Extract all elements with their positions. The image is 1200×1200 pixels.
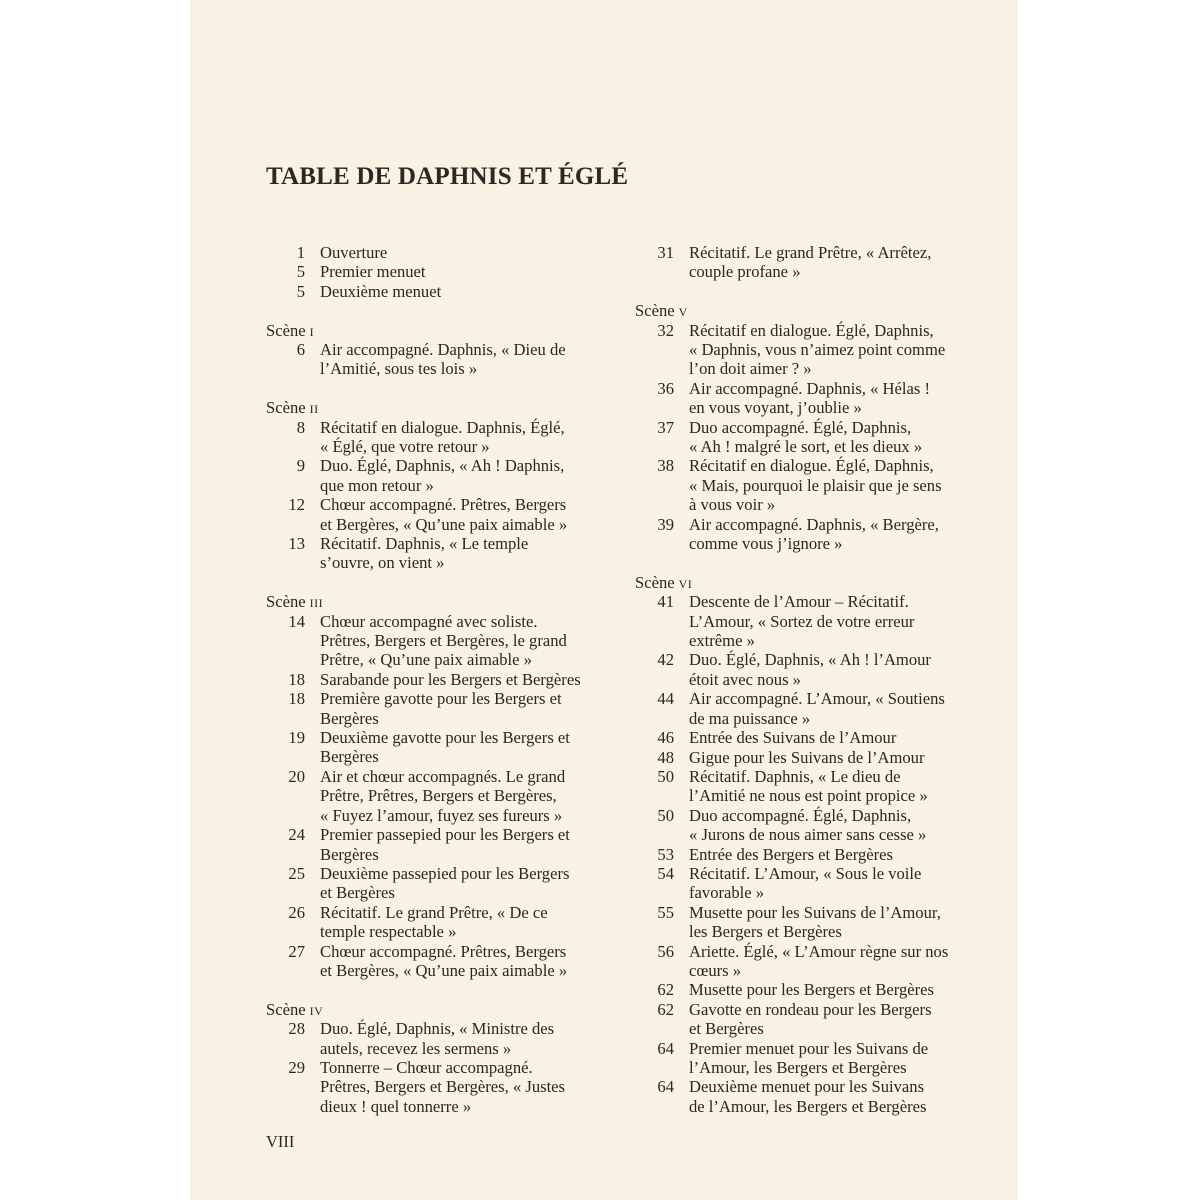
entry-text-line: Tonnerre – Chœur accompagné. xyxy=(320,1057,533,1077)
scene-heading xyxy=(635,573,975,592)
page-ref-number: 55 xyxy=(657,902,674,922)
page-ref-number: 19 xyxy=(288,728,305,748)
entry-text-line: et Bergères, « Qu’une paix aimable » xyxy=(320,960,568,980)
page-ref-number: 5 xyxy=(296,281,305,301)
page-ref-number: 31 xyxy=(657,243,674,262)
entry-text-line: Prêtre, Prêtres, Bergers et Bergères, xyxy=(320,786,557,806)
entry-text-line: Récitatif. Daphnis, « Le temple xyxy=(320,534,529,554)
entry-text-line: l’on doit aimer ? » xyxy=(689,359,812,379)
entry-text-line: couple profane » xyxy=(689,262,801,282)
toc-entry xyxy=(266,903,606,942)
entry-text-line: extrême » xyxy=(689,631,755,651)
page-ref-number: 62 xyxy=(657,980,674,1000)
page-title: TABLE DE DAPHNIS ET ÉGLÉ xyxy=(266,163,629,190)
entry-text-line: Duo accompagné. Églé, Daphnis, xyxy=(689,417,912,437)
toc-entry xyxy=(635,728,975,747)
scene-label: Scène xyxy=(266,320,306,340)
entry-text-line: favorable » xyxy=(689,883,765,903)
scene-heading xyxy=(266,1000,606,1019)
entry-text-line: l’Amitié ne nous est point propice » xyxy=(689,786,928,806)
entry-text-line: Air accompagné. Daphnis, « Hélas ! xyxy=(689,378,930,398)
scene-number: IV xyxy=(309,1003,324,1018)
entry-text-line: « Jurons de nous aimer sans cesse » xyxy=(689,825,927,845)
section-gap xyxy=(266,573,606,592)
page-ref-number: 36 xyxy=(657,378,674,398)
entry-text-line: à vous voir » xyxy=(689,495,776,515)
toc-entry xyxy=(635,592,975,650)
page-ref-number: 46 xyxy=(657,728,674,748)
entry-text-line: cœurs » xyxy=(689,960,742,980)
toc-entry xyxy=(266,456,606,495)
page-ref-number: 18 xyxy=(288,669,305,689)
toc-entry xyxy=(635,243,975,282)
entry-text-line: que mon retour » xyxy=(320,475,434,495)
page-ref-number: 54 xyxy=(657,863,674,883)
entry-text-line: Premier menuet pour les Suivans de xyxy=(689,1038,929,1058)
page-ref-number: 29 xyxy=(288,1057,305,1077)
entry-text-line: Premier menuet xyxy=(320,262,426,282)
entry-text-line: Duo. Églé, Daphnis, « Ah ! l’Amour xyxy=(689,650,931,670)
toc-entry xyxy=(266,262,606,281)
entry-text-line: les Bergers et Bergères xyxy=(689,922,842,942)
entry-text-line: « Mais, pourquoi le plaisir que je sens xyxy=(689,475,942,495)
entry-text-line: de l’Amour, les Bergers et Bergères xyxy=(689,1096,927,1116)
scene-number: V xyxy=(678,305,688,320)
entry-text-line: Deuxième menuet xyxy=(320,281,442,301)
toc-entry xyxy=(266,1058,606,1116)
toc-entry xyxy=(635,1077,975,1116)
entry-text-line: Prêtre, « Qu’une paix aimable » xyxy=(320,650,532,670)
entry-text-line: « Fuyez l’amour, fuyez ses fureurs » xyxy=(320,805,563,825)
toc-entry xyxy=(635,806,975,845)
page-ref-number: 56 xyxy=(657,941,674,961)
toc-entry xyxy=(266,1019,606,1058)
entry-text-line: Air accompagné. L’Amour, « Soutiens xyxy=(689,689,945,709)
entry-text-line: en vous voyant, j’oublie » xyxy=(689,398,862,418)
section-gap xyxy=(635,282,975,301)
toc-entry xyxy=(635,689,975,728)
page-ref-number: 50 xyxy=(657,805,674,825)
page-ref-number: 32 xyxy=(657,320,674,340)
scene-label: Scène xyxy=(635,572,675,592)
toc-entry xyxy=(266,495,606,534)
page-ref-number: 42 xyxy=(657,650,674,670)
page-ref-number: 62 xyxy=(657,999,674,1019)
entry-text-line: « Daphnis, vous n’aimez point comme xyxy=(689,340,946,359)
page-ref-number: 24 xyxy=(288,825,305,845)
section-gap xyxy=(266,301,606,320)
toc-entry xyxy=(635,903,975,942)
entry-text-line: Chœur accompagné avec soliste. xyxy=(320,611,538,631)
toc-right-column xyxy=(635,243,975,1116)
entry-text-line: Musette pour les Suivans de l’Amour, xyxy=(689,902,941,922)
scene-label: Scène xyxy=(266,398,306,418)
entry-text-line: temple respectable » xyxy=(320,922,457,942)
toc-entry xyxy=(635,418,975,457)
page-ref-number: 20 xyxy=(288,766,305,786)
entry-text-line: Récitatif. Daphnis, « Le dieu de xyxy=(689,766,901,786)
entry-text-line: Récitatif. Le grand Prêtre, « Arrêtez, xyxy=(689,243,932,262)
entry-text-line: dieux ! quel tonnerre » xyxy=(320,1096,472,1116)
page-ref-number: 50 xyxy=(657,766,674,786)
page-ref-number: 1 xyxy=(296,243,305,262)
toc-entry xyxy=(266,767,606,825)
page-ref-number: 64 xyxy=(657,1038,674,1058)
entry-text-line: Duo. Églé, Daphnis, « Ministre des xyxy=(320,1019,555,1039)
entry-text-line: comme vous j’ignore » xyxy=(689,534,843,554)
toc-entry xyxy=(635,321,975,379)
entry-text-line: Récitatif. Le grand Prêtre, « De ce xyxy=(320,902,548,922)
entry-text-line: Deuxième gavotte pour les Bergers et xyxy=(320,728,570,748)
entry-text-line: Récitatif. L’Amour, « Sous le voile xyxy=(689,863,922,883)
page-number: VIII xyxy=(266,1132,295,1151)
section-gap xyxy=(635,553,975,572)
page-ref-number: 38 xyxy=(657,456,674,476)
toc-entry xyxy=(635,515,975,554)
entry-text-line: Récitatif en dialogue. Églé, Daphnis, xyxy=(689,456,934,476)
entry-text-line: « Églé, que votre retour » xyxy=(320,437,490,456)
entry-text-line: et Bergères xyxy=(689,1019,764,1039)
entry-text-line: Deuxième menuet pour les Suivans xyxy=(689,1077,925,1097)
section-gap xyxy=(266,379,606,398)
scene-number: II xyxy=(309,402,319,417)
toc-entry xyxy=(635,379,975,418)
entry-text-line: Air accompagné. Daphnis, « Dieu de xyxy=(320,340,566,359)
entry-text-line: Duo accompagné. Églé, Daphnis, xyxy=(689,805,912,825)
toc-entry xyxy=(635,748,975,767)
entry-text-line: Entrée des Bergers et Bergères xyxy=(689,844,893,864)
toc-entry xyxy=(635,845,975,864)
scene-heading xyxy=(266,321,606,340)
entry-text-line: Air et chœur accompagnés. Le grand xyxy=(320,766,566,786)
scene-heading xyxy=(266,398,606,417)
entry-text-line: et Bergères, « Qu’une paix aimable » xyxy=(320,514,568,534)
page-ref-number: 6 xyxy=(296,340,305,359)
toc-entry xyxy=(266,864,606,903)
scene-number: VI xyxy=(678,576,693,591)
scene-label: Scène xyxy=(266,999,306,1019)
toc-entry xyxy=(635,650,975,689)
page-ref-number: 64 xyxy=(657,1077,674,1097)
entry-text-line: Air accompagné. Daphnis, « Bergère, xyxy=(689,514,939,534)
page-ref-number: 18 xyxy=(288,689,305,709)
toc-entry xyxy=(266,243,606,262)
entry-text-line: « Ah ! malgré le sort, et les dieux » xyxy=(689,437,923,457)
entry-text-line: Prêtres, Bergers et Bergères, le grand xyxy=(320,631,567,651)
toc-entry xyxy=(266,340,606,379)
entry-text-line: Première gavotte pour les Bergers et xyxy=(320,689,562,709)
entry-text-line: Sarabande pour les Bergers et Bergères xyxy=(320,669,581,689)
scene-number: III xyxy=(309,596,324,611)
scene-heading xyxy=(266,592,606,611)
page-ref-number: 48 xyxy=(657,747,674,767)
entry-text-line: L’Amour, « Sortez de votre erreur xyxy=(689,611,915,631)
page-ref-number: 37 xyxy=(657,417,674,437)
toc-entry xyxy=(635,1000,975,1039)
entry-text-line: autels, recevez les sermens » xyxy=(320,1038,512,1058)
entry-text-line: Ouverture xyxy=(320,243,388,262)
entry-text-line: Ariette. Églé, « L’Amour règne sur nos xyxy=(689,941,949,961)
entry-text-line: Duo. Églé, Daphnis, « Ah ! Daphnis, xyxy=(320,456,565,476)
entry-text-line: Bergères xyxy=(320,844,379,864)
toc-entry xyxy=(266,825,606,864)
toc-entry xyxy=(635,980,975,999)
entry-text-line: Chœur accompagné. Prêtres, Bergers xyxy=(320,495,567,515)
entry-text-line: Descente de l’Amour – Récitatif. xyxy=(689,592,909,612)
toc-entry xyxy=(635,767,975,806)
page-ref-number: 39 xyxy=(657,514,674,534)
entry-text-line: et Bergères xyxy=(320,883,395,903)
entry-text-line: Bergères xyxy=(320,708,379,728)
toc-left-column xyxy=(266,243,606,1116)
scene-heading xyxy=(635,301,975,320)
entry-text-line: étoit avec nous » xyxy=(689,669,801,689)
entry-text-line: Entrée des Suivans de l’Amour xyxy=(689,728,897,748)
scene-label: Scène xyxy=(635,301,675,321)
entry-text-line: l’Amour, les Bergers et Bergères xyxy=(689,1058,907,1077)
toc-entry xyxy=(266,418,606,457)
toc-entry xyxy=(266,612,606,670)
entry-text-line: l’Amitié, sous tes lois » xyxy=(320,359,478,379)
entry-text-line: Récitatif en dialogue. Daphnis, Églé, xyxy=(320,417,565,437)
page-ref-number: 26 xyxy=(288,902,305,922)
page-ref-number: 8 xyxy=(296,417,305,437)
entry-text-line: Musette pour les Bergers et Bergères xyxy=(689,980,935,1000)
scene-label: Scène xyxy=(266,592,306,612)
toc-entry xyxy=(635,1039,975,1078)
entry-text-line: Premier passepied pour les Bergers et xyxy=(320,825,570,845)
toc-entry xyxy=(635,456,975,514)
toc-entry xyxy=(266,728,606,767)
page-ref-number: 25 xyxy=(288,863,305,883)
page-ref-number: 14 xyxy=(288,611,305,631)
toc-entry xyxy=(266,670,606,689)
entry-text-line: Deuxième passepied pour les Bergers xyxy=(320,863,570,883)
page-ref-number: 41 xyxy=(657,592,674,612)
entry-text-line: Récitatif en dialogue. Églé, Daphnis, xyxy=(689,320,934,340)
page-ref-number: 5 xyxy=(296,262,305,282)
page-ref-number: 28 xyxy=(288,1019,305,1039)
entry-text-line: Chœur accompagné. Prêtres, Bergers xyxy=(320,941,567,961)
entry-text-line: s’ouvre, on vient » xyxy=(320,553,445,573)
page-ref-number: 13 xyxy=(288,534,305,554)
page-ref-number: 27 xyxy=(288,941,305,961)
entry-text-line: Prêtres, Bergers et Bergères, « Justes xyxy=(320,1077,566,1097)
toc-entry xyxy=(635,942,975,981)
page-ref-number: 44 xyxy=(657,689,674,709)
toc-entry xyxy=(266,534,606,573)
entry-text-line: de ma puissance » xyxy=(689,708,811,728)
toc-entry xyxy=(266,942,606,981)
toc-entry xyxy=(266,689,606,728)
entry-text-line: Bergères xyxy=(320,747,379,767)
entry-text-line: Gigue pour les Suivans de l’Amour xyxy=(689,747,925,767)
page-ref-number: 9 xyxy=(296,456,305,476)
section-gap xyxy=(266,980,606,999)
scene-number: I xyxy=(309,324,315,339)
page-ref-number: 12 xyxy=(288,495,305,515)
toc-entry xyxy=(266,282,606,301)
page-ref-number: 53 xyxy=(657,844,674,864)
toc-entry xyxy=(635,864,975,903)
entry-text-line: Gavotte en rondeau pour les Bergers xyxy=(689,999,932,1019)
